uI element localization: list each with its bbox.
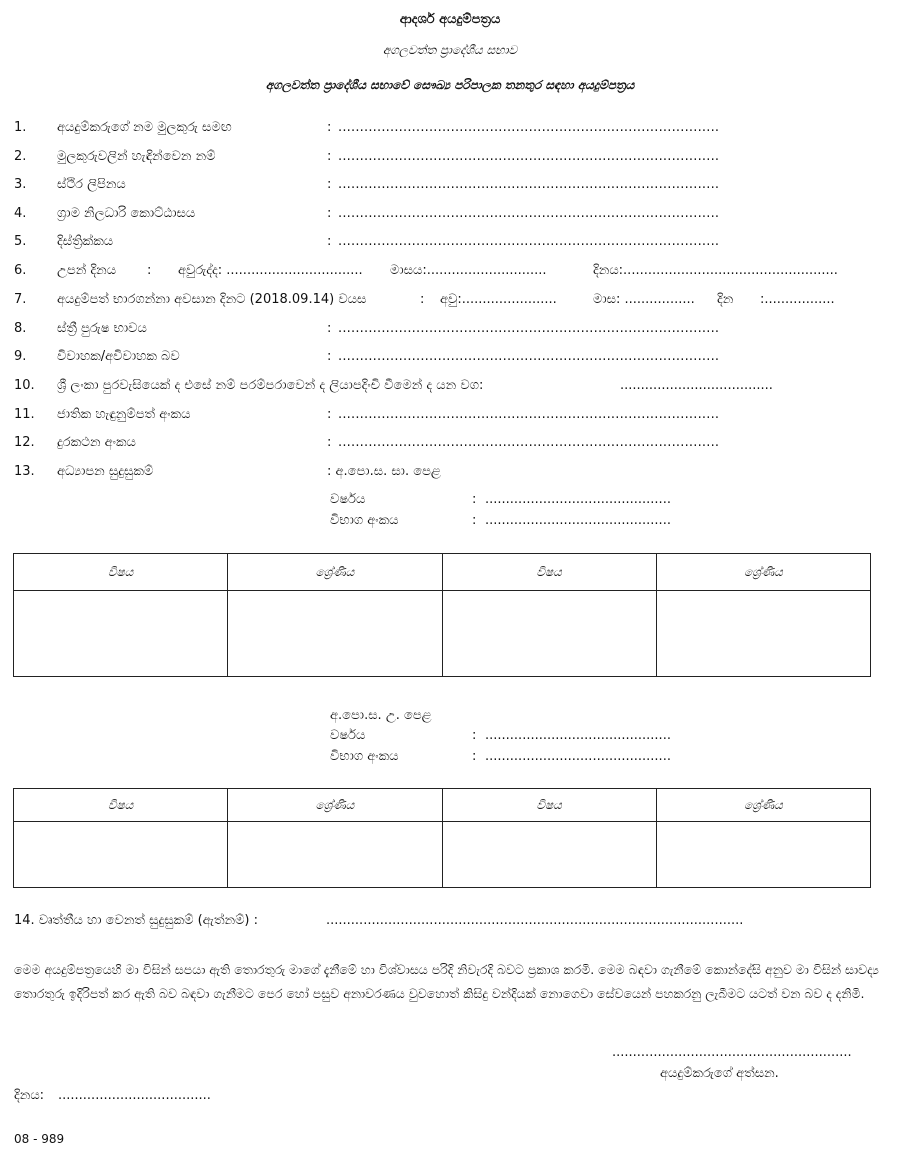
signature-line[interactable]: .......................................................... [612, 1045, 852, 1060]
field-colon: : [327, 234, 332, 249]
field-number: 2. [14, 149, 27, 164]
field-number: 3. [14, 177, 27, 192]
professional-field[interactable]: ..................................................................................................... [326, 913, 744, 928]
table-header-row [14, 789, 871, 822]
al-index-label: විභාග අංකය [330, 749, 399, 764]
citizenship-label: ශ්‍රී ලංකා පුරවැසියෙක් ද එසේ නම් පරම්පරාවෙන් ද ලියාපදිංචි වීමෙන් ද යන වග: [57, 378, 484, 393]
grade-cell[interactable] [228, 822, 442, 888]
dob-year-field[interactable]: අවුරුද්ද: ................................. [178, 263, 363, 278]
al-index-field[interactable]: ............................................. [485, 749, 671, 764]
table-header-row [14, 554, 871, 591]
al-index-colon: : [472, 749, 477, 764]
field-label: දිස්ත්‍රික්කය [57, 234, 114, 249]
field-label: ස්ත්‍රී පුරුෂ භාවය [57, 321, 147, 336]
fill-line[interactable]: ........................................................................................ [338, 149, 720, 164]
table-row [14, 822, 871, 888]
fill-line[interactable]: ........................................................................................ [338, 435, 720, 450]
grade-cell[interactable] [656, 591, 870, 677]
ol-index-field[interactable]: ............................................. [485, 513, 671, 528]
field-number: 1. [14, 120, 27, 135]
education-label: අධ්‍යාපන සුදුසුකම් [57, 464, 154, 479]
declaration-text: මෙම අයදුම්පත්‍රයෙහි මා විසින් සපයා ඇති තොරතුරු මාගේ දැනීමේ හා විශ්වාසය පරිදි නිවැරදි බවට ප්‍රකාශ කරමි. මෙම බඳවා ගැනීමේ කොන්දේසි අනුව මා විසින් සාවද්‍ය තොරතුරු ඉදිරිපත් කර ඇති බව බඳවා ගැනීමට පෙර හෝ පසුව අනාවරණය වුවහොත් කිසිදු වන්දියක් නොගෙවා සේවයෙන් පහකරනු ලැබීමට යටත් වන බව ද දනිමි. [14, 962, 879, 1001]
subject-header: විෂය [442, 554, 656, 591]
field-colon: : [327, 120, 332, 135]
field-colon: : [327, 349, 332, 364]
field-number: 10. [14, 378, 35, 393]
age-months-field[interactable]: මාස: ................. [593, 292, 695, 307]
field-colon: : [327, 407, 332, 422]
age-days-field[interactable]: :................. [760, 292, 835, 307]
field-label: මුලකුරුවලින් හැඳින්වෙන නම් [57, 149, 216, 164]
age-days-label: දින [717, 292, 734, 307]
age-colon: : [420, 292, 425, 307]
ol-year-colon: : [472, 492, 477, 507]
grade-header: ශ්‍රේණිය [228, 789, 442, 822]
field-label: ස්ථිර ලිපිනය [57, 177, 126, 192]
fill-line[interactable]: ........................................................................................ [338, 349, 720, 364]
dob-label: උපන් දිනය [57, 263, 117, 278]
dob-colon: : [147, 263, 152, 278]
fill-line[interactable]: ........................................................................................ [338, 120, 720, 135]
citizenship-field[interactable]: ..................................... [620, 378, 773, 393]
field-number: 11. [14, 407, 35, 422]
al-year-colon: : [472, 728, 477, 743]
al-year-field[interactable]: ............................................. [485, 728, 671, 743]
grade-header: ශ්‍රේණිය [656, 789, 870, 822]
ol-results-table [13, 553, 871, 677]
grade-cell[interactable] [228, 591, 442, 677]
field-colon: : [327, 321, 332, 336]
date-field[interactable]: ..................................... [58, 1088, 211, 1103]
field-colon: : [327, 206, 332, 221]
field-number: 9. [14, 349, 27, 364]
fill-line[interactable]: ........................................................................................ [338, 321, 720, 336]
fill-line[interactable]: ........................................................................................ [338, 177, 720, 192]
field-colon: : [327, 149, 332, 164]
form-title: ආදර්ශ අයදුම්පත්‍රය [399, 12, 501, 27]
fill-line[interactable]: ........................................................................................ [338, 206, 720, 221]
signature-label: අයදුම්කරුගේ අත්සන. [660, 1066, 779, 1081]
field-label: ජාතික හැඳුනුම්පත් අංකය [57, 407, 191, 422]
al-results-table [13, 788, 871, 888]
age-label: අයදුම්පත් භාරගන්නා අවසාන දිනට (2018.09.14) වයස [57, 292, 367, 307]
post-title: අගලවත්ත ප්‍රාදේශීය සභාවේ සෞඛ්‍ය පරිපාලක තනතුර සඳහා අයදුම්පත්‍රය [265, 78, 635, 92]
field-number: 7. [14, 292, 27, 307]
field-label: අයදුම්කරුගේ නම මුලකුරු සමඟ [57, 120, 232, 135]
field-number: 5. [14, 234, 27, 249]
dob-month-field[interactable]: මාසය:............................. [390, 263, 547, 278]
grade-header: ශ්‍රේණිය [656, 554, 870, 591]
field-number: 12. [14, 435, 35, 450]
ol-index-colon: : [472, 513, 477, 528]
fill-line[interactable]: ........................................................................................ [338, 407, 720, 422]
ol-year-field[interactable]: ............................................. [485, 492, 671, 507]
grade-header: ශ්‍රේණිය [228, 554, 442, 591]
field-colon: : [327, 435, 332, 450]
subject-cell[interactable] [14, 822, 228, 888]
al-year-label: වර්ෂය [330, 728, 366, 743]
subject-header: විෂය [14, 789, 228, 822]
field-label: දුරකථන අංකය [57, 435, 136, 450]
ol-year-label: වර්ෂය [330, 492, 366, 507]
field-colon: : [327, 177, 332, 192]
subject-header: විෂය [14, 554, 228, 591]
subject-cell[interactable] [14, 591, 228, 677]
ol-heading: : අ.පො.ස. සා. පෙළ [327, 464, 441, 479]
date-label: දිනය: [14, 1088, 45, 1103]
subject-cell[interactable] [442, 822, 656, 888]
field-number: 13. [14, 464, 35, 479]
ol-index-label: විභාග අංකය [330, 513, 399, 528]
subject-header: විෂය [442, 789, 656, 822]
al-heading: අ.පො.ස. උ. පෙළ [330, 708, 432, 723]
fill-line[interactable]: ........................................................................................ [338, 234, 720, 249]
council-name: අගලවත්ත ප්‍රාදේශීය සභාව [382, 43, 518, 57]
age-years-field[interactable]: අවු:....................... [440, 292, 557, 307]
dob-day-field[interactable]: දිනය:.................................................... [593, 263, 838, 278]
table-row [14, 591, 871, 677]
reference-number: 08 - 989 [14, 1132, 65, 1146]
professional-label: 14. වෘත්තීය හා වෙනත් සුදුසුකම් (ඇත්නම්) : [14, 913, 259, 928]
grade-cell[interactable] [656, 822, 870, 888]
field-number: 8. [14, 321, 27, 336]
field-number: 6. [14, 263, 27, 278]
field-label: ග්‍රාම නිලධාරි කොට්ඨාසය [57, 206, 196, 221]
field-number: 4. [14, 206, 27, 221]
subject-cell[interactable] [442, 591, 656, 677]
field-label: විවාහක/අවිවාහක බව [57, 349, 180, 364]
